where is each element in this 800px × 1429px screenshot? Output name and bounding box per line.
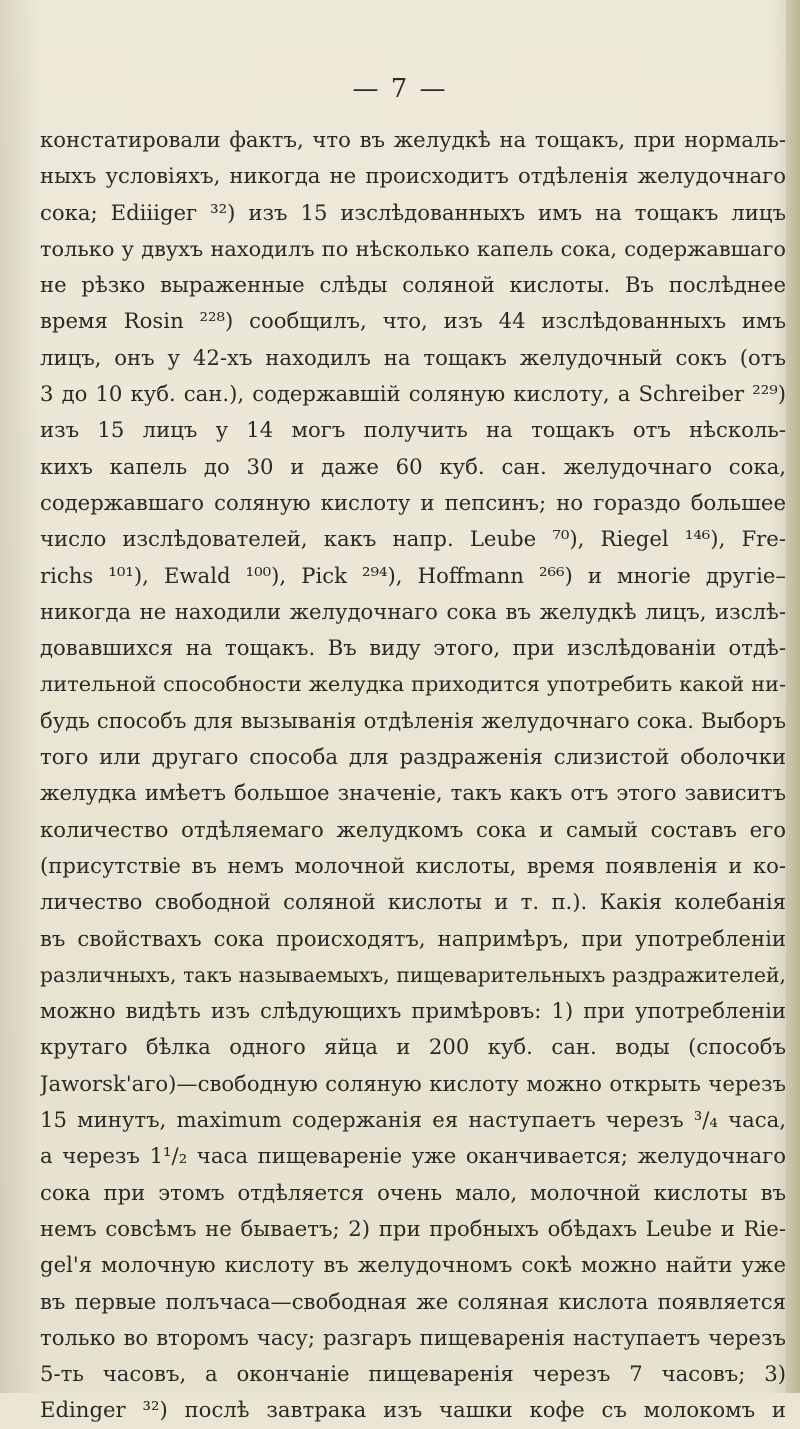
text-line: личество свободной соляной кислоты и т. п.). Какія колебанія	[40, 889, 786, 915]
text-line: кихъ капель до 30 и даже 60 куб. сан. желудочнаго сока,	[40, 453, 786, 479]
text-line: содержавшаго соляную кислоту и пепсинъ; но гораздо большее	[40, 489, 786, 515]
text-line: gel'я молочную кислоту въ желудочномъ сокѣ можно найти уже	[40, 1252, 786, 1278]
text-line: довавшихся на тощакъ. Въ виду этого, при изслѣдованіи отдѣ-	[40, 635, 786, 661]
text-line: въ свойствахъ сока происходятъ, напримѣръ, при употребленіи	[40, 925, 786, 951]
text-line: время Rosin ²²⁸) сообщилъ, что, изъ 44 изслѣдованныхъ имъ	[40, 308, 786, 334]
text-line: сока при этомъ отдѣляется очень мало, молочной кислоты въ	[40, 1179, 786, 1205]
text-line: крутаго бѣлка одного яйца и 200 куб. сан. воды (способъ	[40, 1034, 786, 1060]
text-line: а черезъ 1¹/₂ часа пищевареніе уже оканчивается; желудочнаго	[40, 1143, 786, 1169]
page-number: — 7 —	[352, 74, 448, 104]
text-line: 15 минутъ, maximum содержанія ея наступаетъ черезъ ³/₄ часа,	[40, 1107, 786, 1133]
text-line: 3 до 10 куб. сан.), содержавшій соляную кислоту, а Schreiber ²²⁹)	[40, 381, 786, 407]
text-line: будь способъ для вызыванія отдѣленія желудочнаго сока. Выборъ	[40, 707, 786, 733]
text-line: лицъ, онъ у 42-хъ находилъ на тощакъ желудочный сокъ (отъ	[40, 344, 786, 370]
text-line: можно видѣть изъ слѣдующихъ примѣровъ: 1) при употребленіи	[40, 998, 786, 1024]
text-line: количество отдѣляемаго желудкомъ сока и самый составъ его	[40, 816, 786, 842]
text-line: различныхъ, такъ называемыхъ, пищеварительныхъ раздражителей,	[40, 962, 786, 987]
text-line: ныхъ условіяхъ, никогда не происходитъ отдѣленія желудочнаго	[40, 163, 786, 189]
text-line: констатировали фактъ, что въ желудкѣ на тощакъ, при нормаль-	[40, 127, 786, 152]
text-line: желудка имѣетъ большое значеніе, такъ какъ отъ этого зависитъ	[40, 780, 786, 806]
text-line: Edinger ³²) послѣ завтрака изъ чашки кофе съ молокомъ и	[40, 1397, 786, 1423]
text-line: 5-ть часовъ, а окончаніе пищеваренія черезъ 7 часовъ; 3)	[40, 1361, 786, 1387]
text-line: (присутствіе въ немъ молочной кислоты, время появленія и ко-	[40, 852, 786, 878]
text-line: число изслѣдователей, какъ напр. Leube ⁷⁰), Riegel ¹⁴⁶), Fre-	[40, 526, 786, 552]
text-line: изъ 15 лицъ у 14 могъ получить на тощакъ отъ нѣсколь-	[40, 417, 786, 443]
text-line: Jaworsk'аго)—свободную соляную кислоту можно открыть черезъ	[40, 1070, 786, 1096]
text-line: въ первые полъчаса—свободная же соляная кислота появляется	[40, 1288, 786, 1314]
body-text	[40, 122, 786, 1429]
text-line: немъ совсѣмъ не бываетъ; 2) при пробныхъ обѣдахъ Leube и Rie-	[40, 1215, 786, 1241]
text-line: только у двухъ находилъ по нѣсколько капель сока, содержавшаго	[40, 236, 786, 261]
text-line: не рѣзко выраженные слѣды соляной кислоты. Въ послѣднее	[40, 272, 786, 298]
text-line: richs ¹⁰¹), Ewald ¹⁰⁰), Pick ²⁹⁴), Hoffmann ²⁶⁶) и многіе другіе–	[40, 562, 786, 588]
text-line: никогда не находили желудочнаго сока въ желудкѣ лицъ, изслѣ-	[40, 598, 786, 624]
text-line: только во второмъ часу; разгаръ пищеваренія наступаетъ черезъ	[40, 1324, 786, 1350]
page-edge	[786, 0, 800, 1393]
text-line: того или другаго способа для раздраженія слизистой оболочки	[40, 744, 786, 770]
text-line: сока; Ediiigег ³²) изъ 15 изслѣдованныхъ имъ на тощакъ лицъ	[40, 199, 786, 225]
text-line: лительной способности желудка приходится употребить какой ни-	[40, 672, 786, 697]
